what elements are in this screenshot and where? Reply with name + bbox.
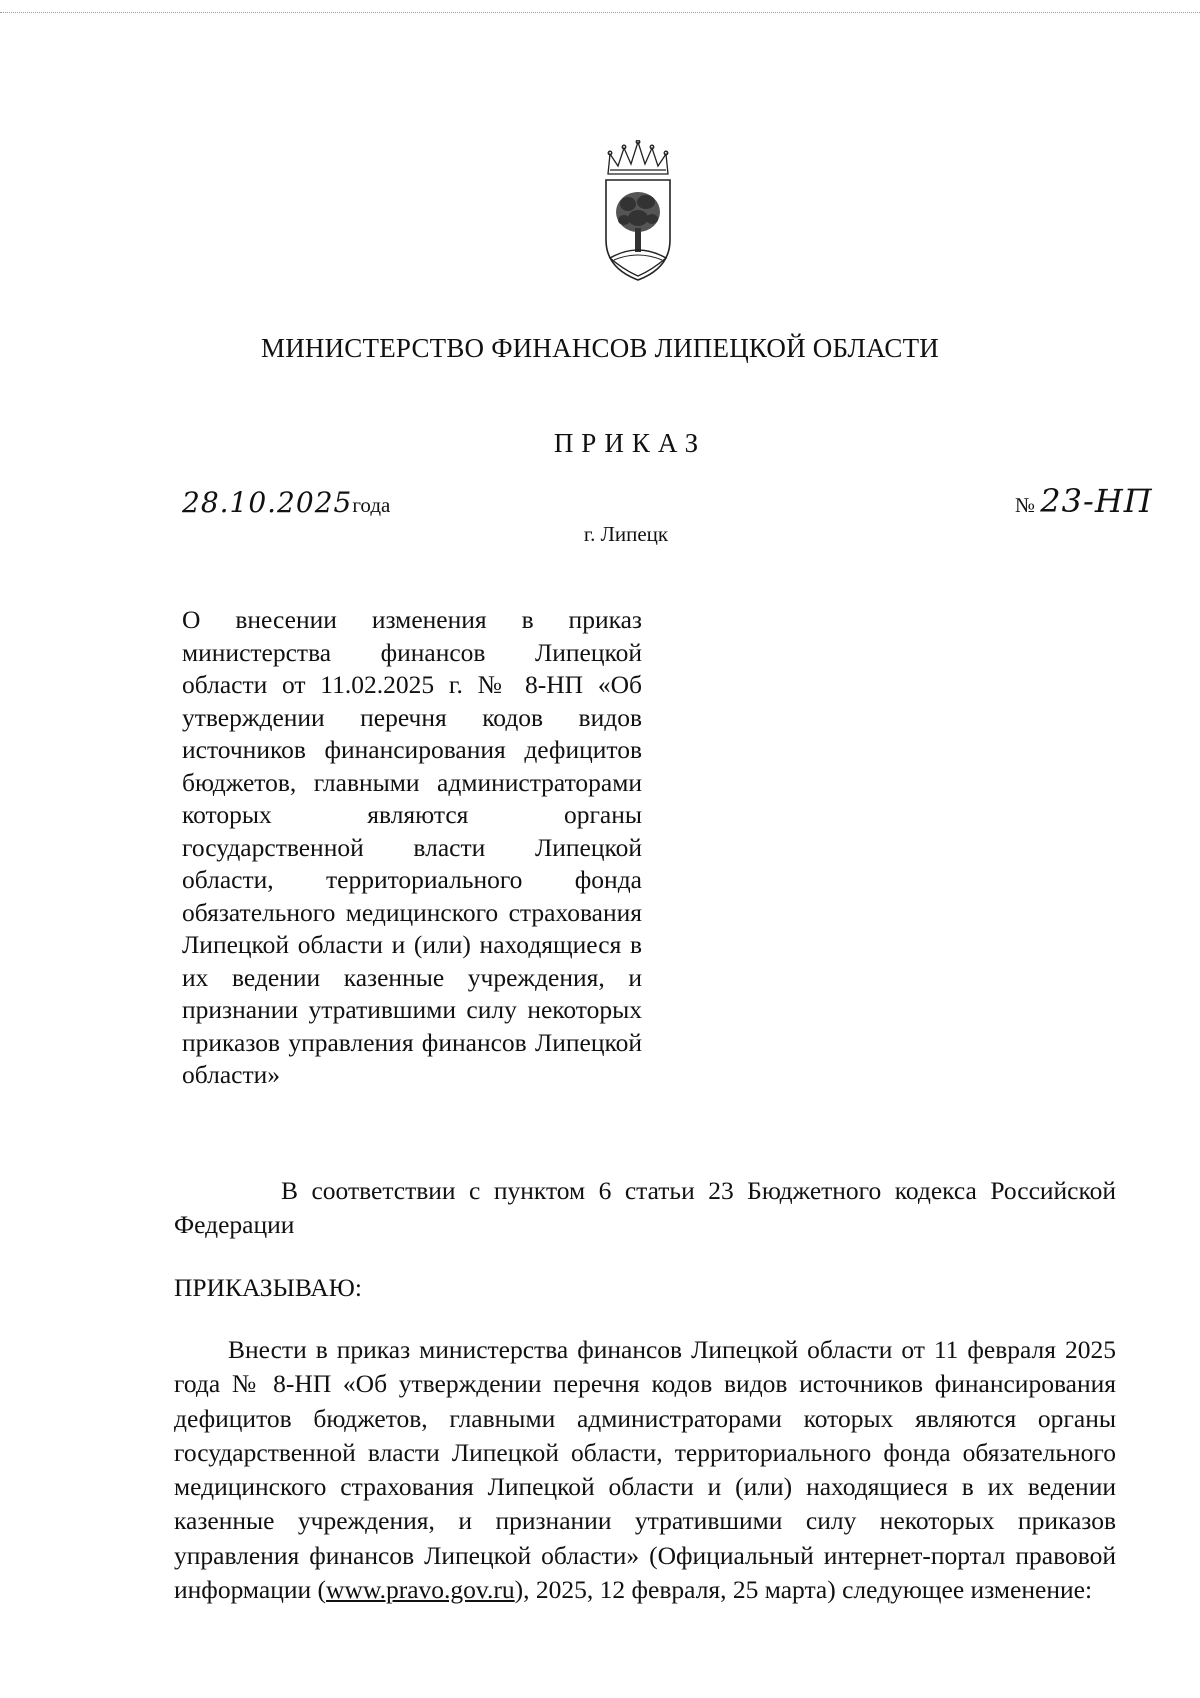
handwritten-date: 28.10.2025 xyxy=(182,486,353,519)
order-body-text-end: ), 2025, 12 февраля, 25 марта) следующее изменение: xyxy=(514,1575,1093,1605)
order-command: ПРИКАЗЫВАЮ: xyxy=(174,1273,362,1302)
number-sign: № xyxy=(1015,493,1036,517)
order-number xyxy=(1015,482,1153,520)
order-body-text: Внести в приказ министерства финансов Липецкой области от 11 февраля 2025 года № 8-НП «Об утверждении перечня кодов видов источников финансирования дефицитов бюджетов, главными администраторами которых являются органы государственной власти Липецкой области, территориального фонда обязательного медицинского страхования Липецкой области и (или) находящиеся в их ведении казенные учреждения, и признании утратившими силу некоторых приказов управления финансов Липецкой области» (Официальный интернет-портал правовой информации ( xyxy=(174,1335,1116,1605)
handwritten-number: 23-НП xyxy=(1040,482,1153,520)
pravo-gov-link[interactable]: www.pravo.gov.ru xyxy=(326,1575,515,1605)
lipetsk-coat-of-arms-icon xyxy=(600,140,676,282)
city: г. Липецк xyxy=(583,522,669,546)
order-date xyxy=(182,486,390,519)
order-body xyxy=(174,1333,1116,1607)
scan-top-edge xyxy=(0,12,1200,13)
order-title: О внесении изменения в приказ министерства финансов Липецкой области от 11.02.2025 г. № 8-НП «Об утверждении перечня кодов видов источников финансирования дефицитов бюджетов, главными администраторами которых являются органы государственной власти Липецкой области, территориального фонда обязательного медицинского страхования Липецкой области и (или) находящиеся в их ведении казенные учреждения, и признании утратившими силу некоторых приказов управления финансов Липецкой области» xyxy=(182,605,642,1089)
preamble: В соответствии с пунктом 6 статьи 23 Бюджетного кодекса Российской Федерации xyxy=(174,1176,1116,1239)
document-type: ПРИКАЗ xyxy=(553,428,707,458)
ministry-name: МИНИСТЕРСТВО ФИНАНСОВ ЛИПЕЦКОЙ ОБЛАСТИ xyxy=(261,333,939,363)
date-suffix: года xyxy=(352,493,391,517)
